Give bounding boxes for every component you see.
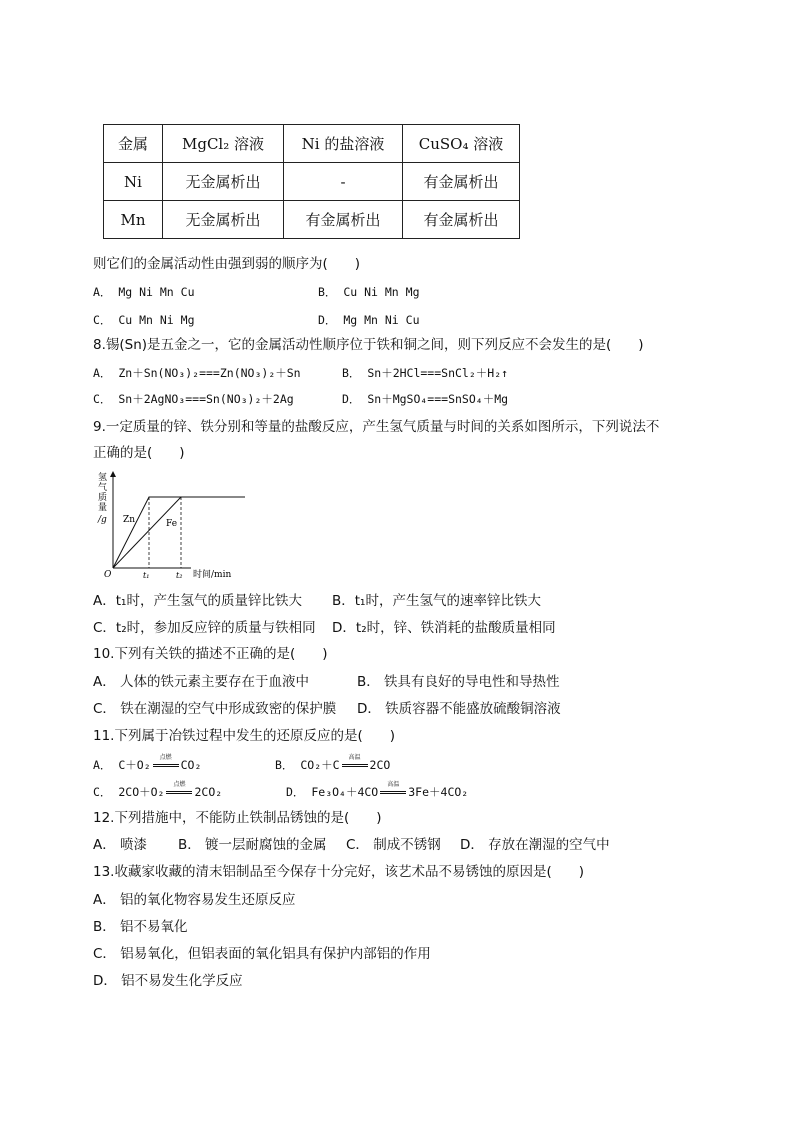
table-cell: -: [284, 163, 403, 201]
graph-ylabel-char: 质: [98, 493, 108, 503]
question-9-stem-line1: 9.一定质量的锌、铁分别和等量的盐酸反应，产生氢气质量与时间的关系如图所示，下列说法不: [93, 419, 660, 435]
question-7-stem: 则它们的金属活动性由强到弱的顺序为( ): [93, 256, 361, 272]
q12-option-c: C． 制成不锈钢: [346, 837, 441, 853]
q12-option-b: B． 镀一层耐腐蚀的金属: [178, 837, 327, 853]
q8-option-d: D． Sn＋MgSO₄===SnSO₄＋Mg: [342, 392, 509, 406]
q8-option-a: A． Zn＋Sn(NO₃)₂===Zn(NO₃)₂＋Sn: [93, 366, 301, 380]
q11-b-reactants: B． CO₂＋C: [275, 758, 340, 772]
q11-option-d: [286, 783, 468, 801]
fe-label: Fe: [166, 519, 178, 529]
table-cell: 有金属析出: [284, 201, 403, 239]
condition-label: 高温: [387, 781, 400, 788]
q9-option-a: A．t₁时，产生氢气的质量锌比铁大: [93, 593, 302, 609]
q10-option-b: B． 铁具有良好的导电性和导热性: [357, 674, 560, 690]
q8-option-c: C． Sn＋2AgNO₃===Sn(NO₃)₂＋2Ag: [93, 392, 294, 406]
table-cell: 无金属析出: [163, 201, 284, 239]
reaction-condition: [378, 783, 408, 801]
q13-option-b: B． 铝不易氧化: [93, 919, 188, 935]
graph-ylabel-char: 量: [98, 503, 108, 513]
q13-option-a: A． 铝的氧化物容易发生还原反应: [93, 892, 296, 908]
question-9-stem-line2: 正确的是( ): [93, 445, 185, 461]
graph-ylabel-char: 氢: [98, 473, 108, 483]
condition-label: 点燃: [159, 754, 172, 761]
q7-option-d: D． Mg Mn Ni Cu: [318, 313, 420, 327]
q13-option-d: D． 铝不易发生化学反应: [93, 973, 243, 989]
q7-option-a: A． Mg Ni Mn Cu: [93, 285, 195, 299]
table-row: [104, 201, 520, 239]
q11-d-products: 3Fe＋4CO₂: [408, 785, 469, 799]
hydrogen-time-graph: [93, 470, 253, 582]
q11-a-products: CO₂: [180, 758, 202, 772]
q11-d-reactants: D． Fe₃O₄＋4CO: [286, 785, 379, 799]
q7-option-b: B． Cu Ni Mn Mg: [318, 285, 420, 299]
graph-ylabel-char: /g: [98, 515, 107, 525]
zn-label: Zn: [123, 515, 136, 525]
q12-option-d: D． 存放在潮湿的空气中: [460, 837, 610, 853]
table-cell: Ni: [104, 163, 163, 201]
question-10-stem: 10.下列有关铁的描述不正确的是( ): [93, 646, 328, 662]
q13-option-c: C． 铝易氧化，但铝表面的氧化铝具有保护内部铝的作用: [93, 946, 431, 962]
t2-label: t₂: [176, 571, 183, 580]
table-header-cell: CuSO₄ 溶液: [403, 125, 520, 163]
q11-option-a: [93, 756, 201, 774]
q9-option-c: C．t₂时，参加反应锌的质量与铁相同: [93, 620, 316, 636]
table-row: [104, 163, 520, 201]
metal-reaction-table: [103, 124, 520, 239]
question-8-stem: 8.锡(Sn)是五金之一，它的金属活动性顺序位于铁和铜之间，则下列反应不会发生的是( ): [93, 337, 644, 353]
table-cell: 有金属析出: [403, 163, 520, 201]
q12-option-a: A． 喷漆: [93, 837, 148, 853]
zn-series-line: [113, 497, 245, 568]
graph-y-axis-arrow: [110, 471, 116, 477]
q11-b-products: 2CO: [369, 758, 391, 772]
q11-a-reactants: A． C＋O₂: [93, 758, 151, 772]
table-header-row: [104, 125, 520, 163]
reaction-condition: [340, 756, 370, 774]
q11-option-c: [93, 783, 222, 801]
q10-option-a: A． 人体的铁元素主要存在于血液中: [93, 674, 310, 690]
question-13-stem: 13.收藏家收藏的清末铝制品至今保存十分完好，该艺术品不易锈蚀的原因是( ): [93, 864, 585, 880]
condition-label: 高温: [348, 754, 361, 761]
table-cell: 无金属析出: [163, 163, 284, 201]
q11-c-products: 2CO₂: [194, 785, 223, 799]
table-header-cell: MgCl₂ 溶液: [163, 125, 284, 163]
xaxis-label: 时间/min: [193, 570, 232, 580]
reaction-condition: [151, 756, 181, 774]
origin-label: O: [104, 570, 112, 580]
condition-label: 点燃: [173, 781, 186, 788]
q7-option-c: C． Cu Mn Ni Mg: [93, 313, 195, 327]
q9-option-d: D．t₂时，锌、铁消耗的盐酸质量相同: [332, 620, 556, 636]
q11-option-b: [275, 756, 390, 774]
table-cell: 有金属析出: [403, 201, 520, 239]
reaction-condition: [164, 783, 194, 801]
q10-option-d: D． 铁质容器不能盛放硫酸铜溶液: [357, 701, 561, 717]
q10-option-c: C． 铁在潮湿的空气中形成致密的保护膜: [93, 701, 337, 717]
q9-option-b: B．t₁时，产生氢气的速率锌比铁大: [332, 593, 541, 609]
graph-ylabel-char: 气: [98, 483, 108, 493]
table-header-cell: 金属: [104, 125, 163, 163]
fe-series-line: [113, 497, 181, 568]
t1-label: t₁: [143, 571, 150, 580]
question-12-stem: 12.下列措施中，不能防止铁制品锈蚀的是( ): [93, 810, 382, 826]
q11-c-reactants: C． 2CO＋O₂: [93, 785, 165, 799]
table-header-cell: Ni 的盐溶液: [284, 125, 403, 163]
question-11-stem: 11.下列属于冶铁过程中发生的还原反应的是( ): [93, 728, 396, 744]
q8-option-b: B． Sn＋2HCl===SnCl₂＋H₂↑: [342, 366, 509, 380]
table-cell: Mn: [104, 201, 163, 239]
